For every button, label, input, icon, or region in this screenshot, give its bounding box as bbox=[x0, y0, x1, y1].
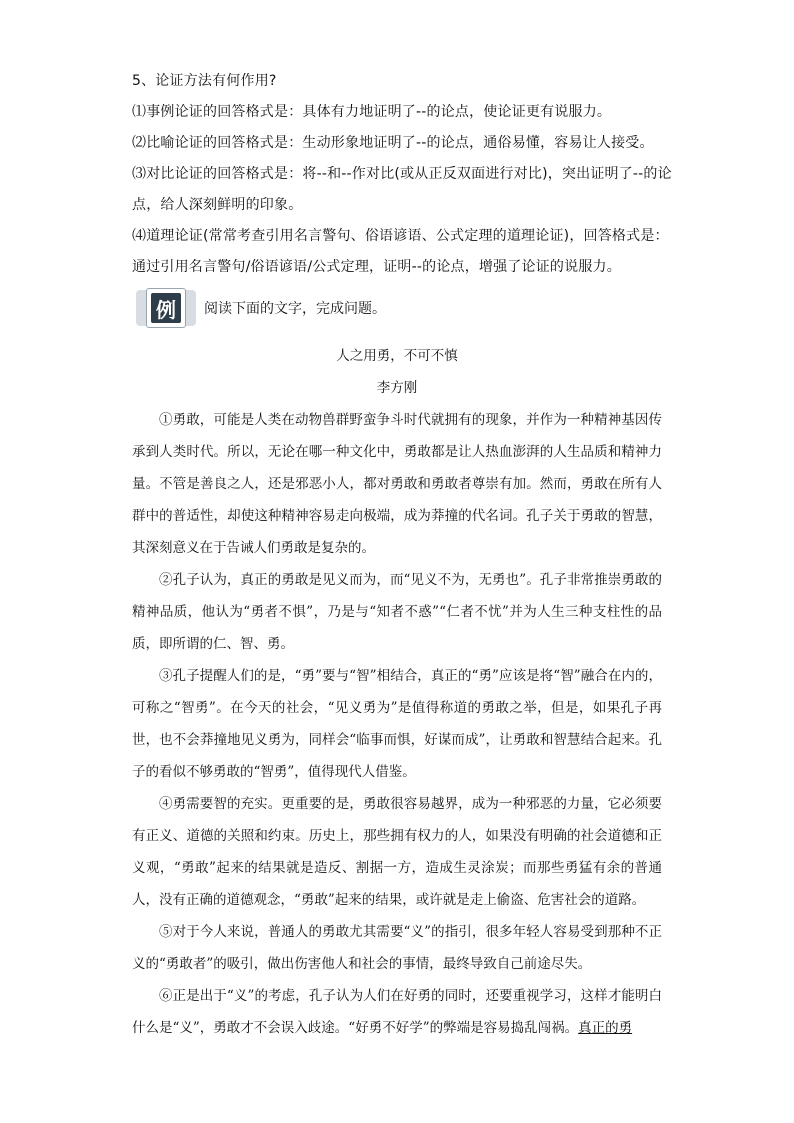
example-header bbox=[132, 286, 386, 330]
section-question: 5、论证方法有何作用? bbox=[132, 73, 277, 89]
argument-methods-section bbox=[132, 66, 672, 283]
essay-author: 李方刚 bbox=[376, 380, 418, 396]
essay-paragraph: ③孔子提醒人们的是，“勇”要与“智”相结合，真正的“勇”应该是将“智”融合在内的，可称之“智勇”。在今天的社会，“见义勇为”是值得称道的勇敢之举，但是，如果孔子再世，也不会莽撞地见义勇为，同样会“临事而惧，好谋而成”，让勇敢和智慧结合起来。孔子的看似不够勇敢的“智勇”，值得现代人借鉴。 bbox=[132, 668, 662, 780]
essay-paragraph: ②孔子认为，真正的勇敢是见义而为，而“见义不为，无勇也”。孔子非常推崇勇敢的精神品质，他认为“勇者不惧”，乃是与“知者不惑”“仁者不忧”并为人生三种支柱性的品质，即所谓的仁、智、勇。 bbox=[132, 572, 662, 652]
example-instruction: 阅读下面的文字，完成问题。 bbox=[204, 301, 386, 317]
essay-title: 人之用勇，不可不慎 bbox=[336, 348, 458, 364]
answer-format-item: ⑵比喻论证的回答格式是：生动形象地证明了--的论点，通俗易懂，容易让人接受。 bbox=[132, 135, 654, 151]
essay-passage bbox=[132, 340, 662, 1044]
answer-format-item: ⑶对比论证的回答格式是：将--和--作对比(或从正反双面进行对比)，突出证明了--的论点，给人深刻鲜明的印象。 bbox=[132, 166, 672, 213]
essay-paragraph-text: ⑥正是出于“义”的考虑，孔子认为人们在好勇的同时，还要重视学习，这样才能明白什么是“义”，勇敢才不会误入歧途。“好勇不好学”的弊端是容易捣乱闯祸。 bbox=[132, 988, 662, 1036]
essay-paragraph: ⑤对于今人来说，普通人的勇敢尤其需要“义”的指引，很多年轻人容易受到那种不正义的“勇敢者”的吸引，做出伤害他人和社会的事情，最终导致自己前途尽失。 bbox=[132, 924, 662, 972]
answer-format-item: ⑴事例论证的回答格式是：具体有力地证明了--的论点，使论证更有说服力。 bbox=[132, 104, 612, 120]
underlined-phrase: 真正的勇 bbox=[578, 1020, 633, 1036]
example-badge-icon bbox=[132, 288, 198, 328]
essay-paragraph: ④勇需要智的充实。更重要的是，勇敢很容易越界，成为一种邪恶的力量，它必须要有正义、道德的关照和约束。历史上，那些拥有权力的人，如果没有明确的社会道德和正义观，“勇敢”起来的结果就是造反、割据一方，造成生灵涂炭；而那些勇猛有余的普通人，没有正确的道德观念，“勇敢”起来的结果，或许就是走上偷盗、危害社会的道路。 bbox=[132, 796, 662, 908]
essay-paragraph bbox=[132, 980, 662, 1044]
example-badge-char: 例 bbox=[151, 293, 181, 323]
answer-format-item: ⑷道理论证(常常考查引用名言警句、俗语谚语、公式定理的道理论证)，回答格式是：通过引用名言警句/俗语谚语/公式定理，证明--的论点，增强了论证的说服力。 bbox=[132, 228, 669, 275]
essay-paragraph: ①勇敢，可能是人类在动物兽群野蛮争斗时代就拥有的现象，并作为一种精神基因传承到人类时代。所以，无论在哪一种文化中，勇敢都是让人热血澎湃的人生品质和精神力量。不管是善良之人，还是邪恶小人，都对勇敢和勇敢者尊崇有加。然而，勇敢在所有人群中的普适性，却使这种精神容易走向极端，成为莽撞的代名词。孔子关于勇敢的智慧，其深刻意义在于告诫人们勇敢是复杂的。 bbox=[132, 412, 662, 556]
